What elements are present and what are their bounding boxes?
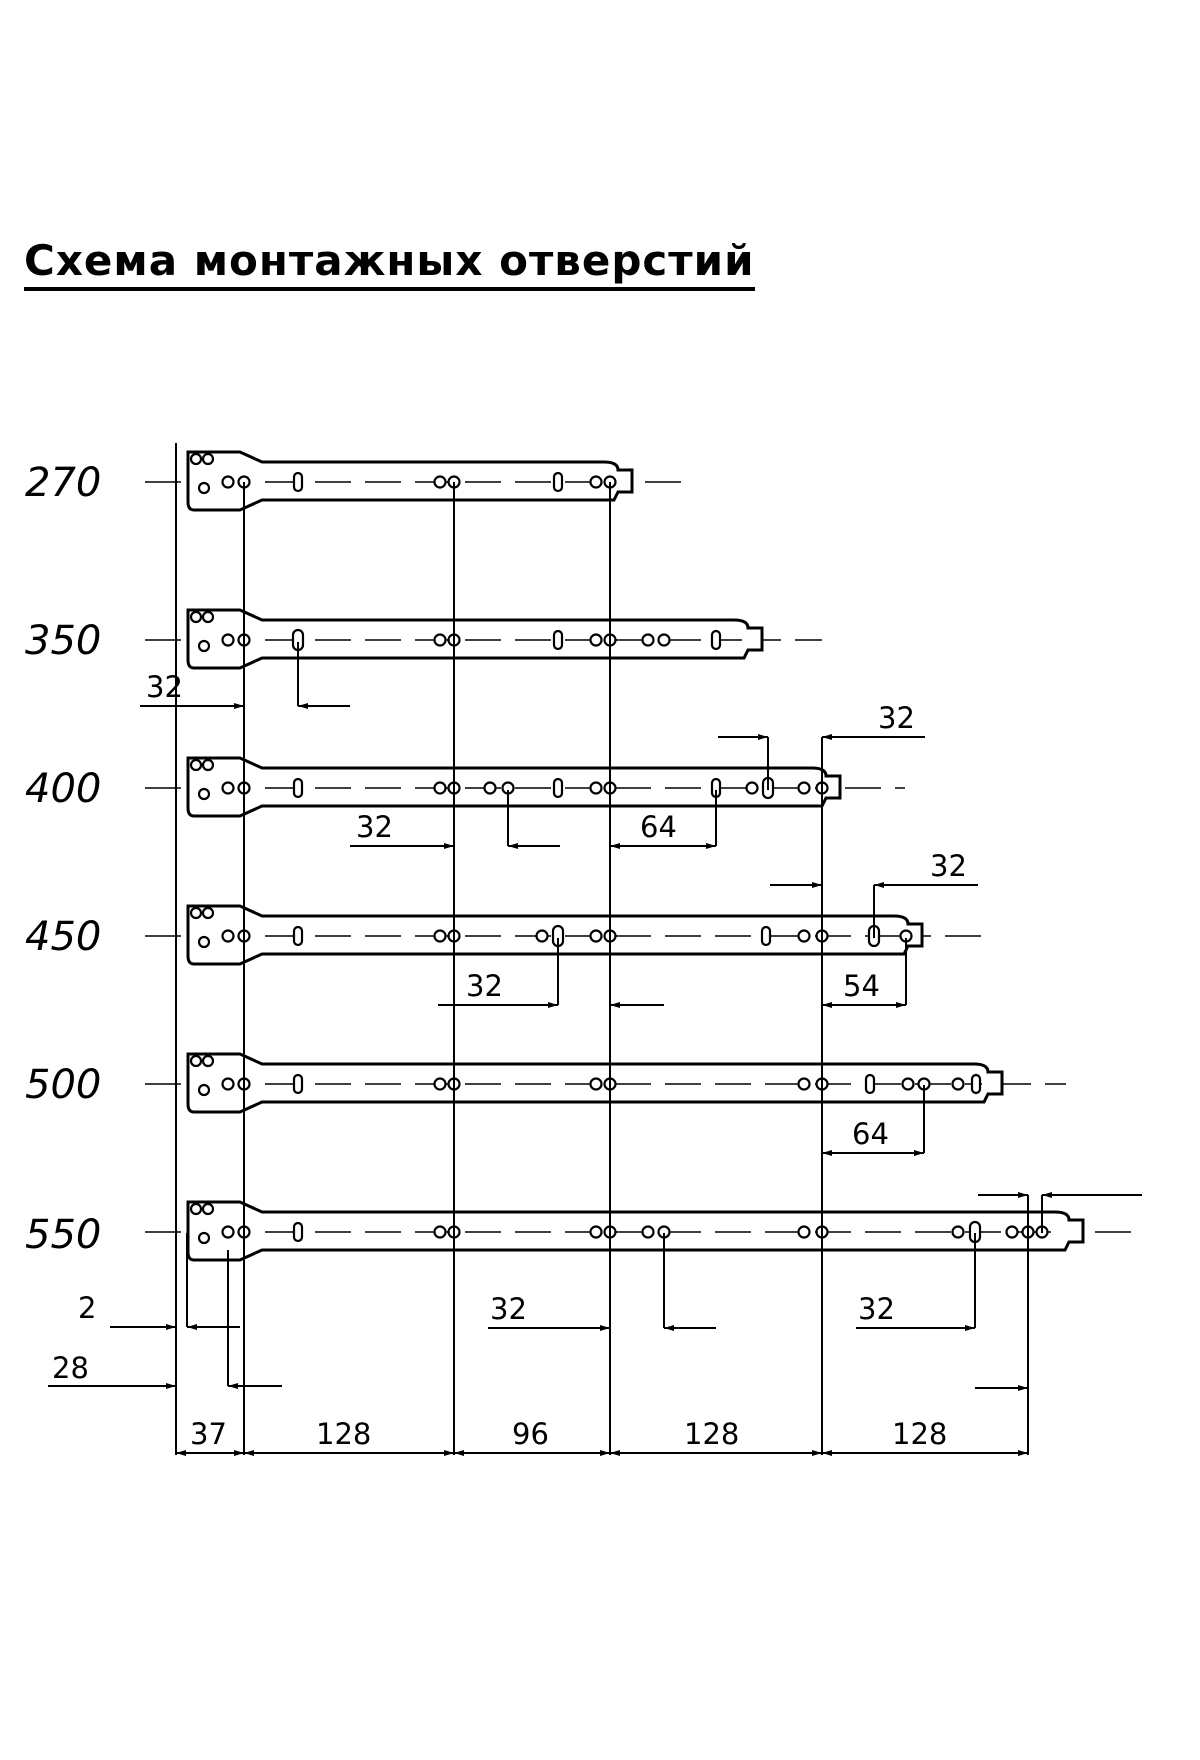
rail-hole [199,937,209,947]
rail-hole [199,789,209,799]
rail-label-550: 550 [25,1212,102,1258]
dim-550-bottom [488,1233,1028,1388]
rail-label-400: 400 [25,766,102,812]
svg-text:32: 32 [356,810,393,844]
rail-450 [145,906,985,964]
svg-text:64: 64 [852,1117,889,1151]
rail-hole [203,1204,213,1214]
rail-550 [145,1202,1145,1260]
svg-text:32: 32 [878,701,915,735]
mounting-hole [223,1079,234,1090]
mounting-hole [643,1227,654,1238]
svg-text:32: 32 [490,1292,527,1326]
slot-hole [866,1075,874,1093]
svg-text:96: 96 [512,1417,549,1451]
mounting-hole [223,931,234,942]
slot-hole [294,1223,302,1241]
rail-hole [203,760,213,770]
mounting-hole [591,931,602,942]
slot-hole [554,473,562,491]
mounting-hole [799,1227,810,1238]
rail-label-350: 350 [25,618,102,664]
mounting-hole [435,635,446,646]
mounting-hole [591,1079,602,1090]
mounting-hole [223,477,234,488]
mounting-hole [903,1079,914,1090]
mounting-hole [799,931,810,942]
dim-bottom-chain [176,1417,1028,1453]
slot-hole [554,779,562,797]
rail-label-270: 270 [25,460,102,506]
slot-hole [294,473,302,491]
mounting-hole [799,783,810,794]
mounting-hole [485,783,496,794]
slot-hole [972,1075,980,1093]
svg-text:32: 32 [146,670,183,704]
mounting-hole [435,477,446,488]
mounting-hole [659,635,670,646]
mounting-hole [953,1227,964,1238]
mounting-hole [435,783,446,794]
mounting-hole [747,783,758,794]
slot-hole [762,927,770,945]
mounting-hole [591,477,602,488]
svg-text:128: 128 [892,1417,948,1451]
svg-text:128: 128 [316,1417,372,1451]
rail-500 [145,1054,1066,1112]
rails-group [145,452,1145,1260]
svg-text:32: 32 [930,849,967,883]
rail-label-500: 500 [25,1062,102,1108]
mounting-hole [223,1227,234,1238]
mounting-hole [223,783,234,794]
svg-text:64: 64 [640,810,677,844]
rail-hole [191,454,201,464]
rail-hole [203,612,213,622]
mounting-hole [591,783,602,794]
svg-text:128: 128 [684,1417,740,1451]
mounting-hole [537,931,548,942]
page-title: Схема монтажных отверстий [24,236,755,291]
rail-hole [191,908,201,918]
mounting-hole [435,1079,446,1090]
mounting-hole [643,635,654,646]
svg-text:32: 32 [858,1292,895,1326]
rail-hole [203,454,213,464]
mounting-hole [591,635,602,646]
mounting-hole [435,1227,446,1238]
rail-hole [199,1233,209,1243]
svg-text:28: 28 [52,1351,89,1385]
rail-body [188,452,632,510]
rail-hole [191,1056,201,1066]
mounting-hole [799,1079,810,1090]
rail-hole [203,1056,213,1066]
rail-hole [199,483,209,493]
rail-hole [203,908,213,918]
svg-text:32: 32 [466,969,503,1003]
svg-text:2: 2 [78,1291,97,1325]
rail-hole [199,641,209,651]
rail-hole [199,1085,209,1095]
rail-body [188,610,762,668]
rail-400 [145,758,905,816]
slot-hole [554,631,562,649]
mounting-hole [953,1079,964,1090]
rail-hole [191,760,201,770]
rail-350 [145,610,822,668]
svg-text:37: 37 [190,1417,227,1451]
rail-hole [191,612,201,622]
slot-hole [294,1075,302,1093]
rail-body [188,1202,1083,1260]
mounting-hole [1007,1227,1018,1238]
mounting-hole [435,931,446,942]
slot-hole [294,927,302,945]
slot-hole [712,631,720,649]
rail-hole [191,1204,201,1214]
slot-hole [294,779,302,797]
rail-270 [145,452,690,510]
mounting-hole [591,1227,602,1238]
svg-text:54: 54 [843,969,880,1003]
rail-label-450: 450 [25,914,102,960]
mounting-hole [223,635,234,646]
